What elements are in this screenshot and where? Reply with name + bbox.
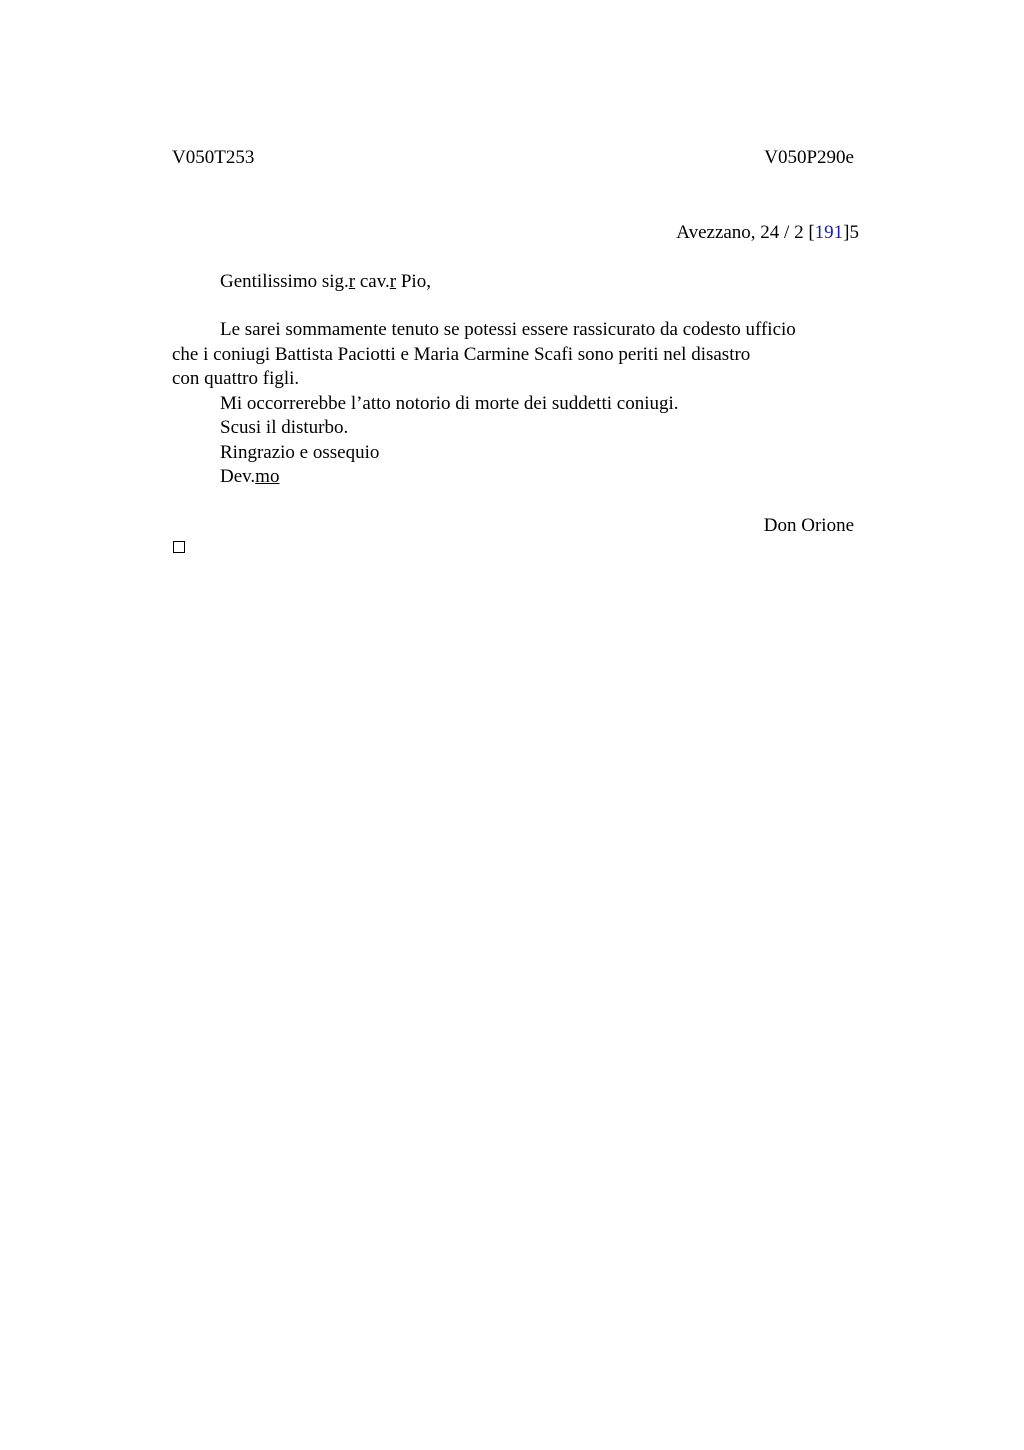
- closing-prefix: Dev.: [220, 466, 256, 487]
- letter-date: [676, 223, 859, 242]
- salutation-part-2: cav.: [355, 271, 390, 292]
- letter-body: [172, 318, 862, 490]
- body-line-ringrazio: Ringrazio e ossequio: [220, 441, 380, 463]
- date-editorial-insert: 191: [814, 222, 844, 243]
- salutation-part-3: Pio,: [396, 271, 431, 292]
- salutation: [220, 272, 431, 291]
- body-line-3: con quattro figli.: [172, 368, 300, 389]
- closing-abbreviation: mo: [255, 466, 280, 487]
- body-line-1: Le sarei sommamente tenuto se potessi essere rassicurato da codesto ufficio: [220, 319, 796, 340]
- body-line-2: che i coniugi Battista Paciotti e Maria Carmine Scafi sono periti nel disastro: [172, 343, 751, 365]
- empty-square-icon: [173, 541, 185, 553]
- body-line-atto: Mi occorrerebbe l’atto notorio di morte dei suddetti coniugi.: [220, 392, 679, 414]
- document-code-right: V050P290e: [764, 147, 854, 168]
- date-suffix: ]5: [843, 222, 859, 243]
- salutation-abbreviation-2: r: [389, 271, 397, 292]
- closing-line: [172, 465, 862, 490]
- salutation-part-1: Gentilissimo sig.: [220, 271, 349, 292]
- body-line-scusi: Scusi il disturbo.: [220, 417, 349, 438]
- date-prefix: Avezzano, 24 / 2 [: [676, 222, 815, 243]
- signature: Don Orione: [763, 515, 854, 536]
- document-code-left: V050T253: [172, 147, 255, 168]
- salutation-abbreviation-1: r: [348, 271, 356, 292]
